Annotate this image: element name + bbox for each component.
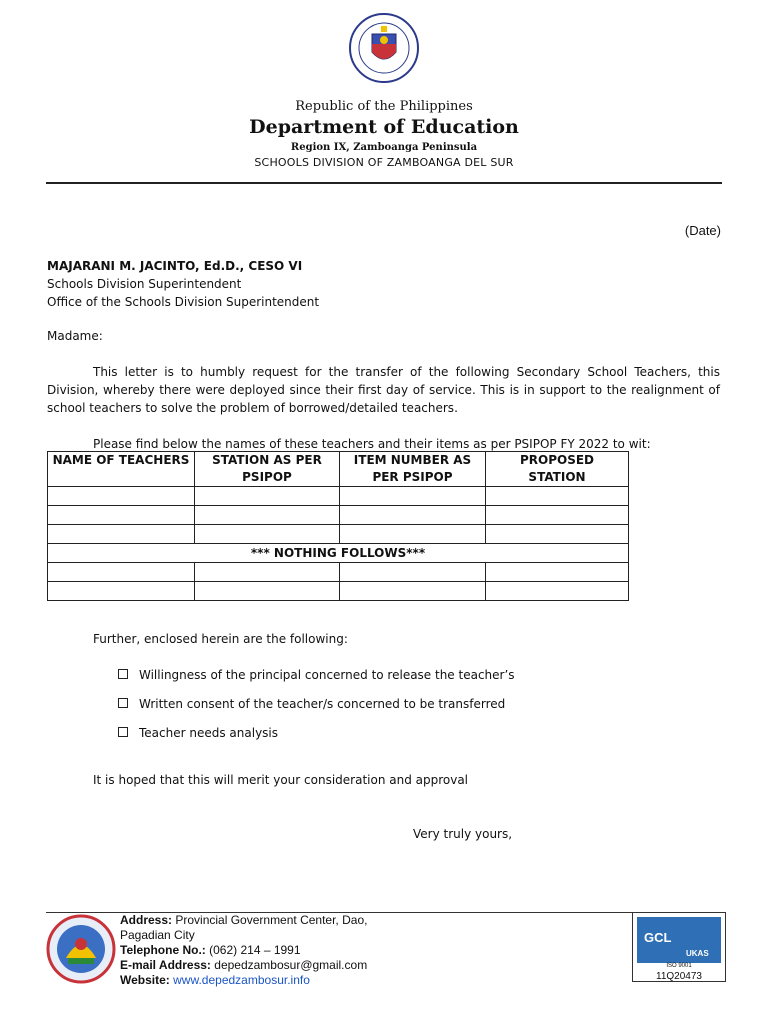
- closing-paragraph: It is hoped that this will merit your consideration and approval: [93, 773, 469, 787]
- teachers-table: [47, 451, 629, 601]
- enclosure-label: Willingness of the principal concerned to release the teacher’s: [139, 668, 515, 682]
- cert-code: 11Q20473: [656, 971, 702, 982]
- enclosure-item: [118, 668, 515, 682]
- table-row: [48, 487, 629, 506]
- paragraph-table-intro: Please find below the names of these teachers and their items as per PSIPOP FY 2022 to wit:: [93, 437, 651, 451]
- table-row: [48, 525, 629, 544]
- recipient-block: [47, 257, 720, 311]
- cert-gcl: GCL: [644, 930, 672, 945]
- republic-line: Republic of the Philippines: [295, 99, 473, 114]
- table-row: [48, 563, 629, 582]
- cert-ukas: UKAS: [686, 949, 709, 958]
- telephone-label: Telephone No.:: [120, 943, 206, 957]
- address-value-2: Pagadian City: [120, 928, 195, 942]
- checkbox-icon: [118, 669, 128, 679]
- recipient-title: Schools Division Superintendent: [47, 277, 242, 291]
- certification-badge: [632, 912, 726, 982]
- email-label: E-mail Address:: [120, 958, 211, 972]
- email-value: depedzambosur@gmail.com: [214, 958, 368, 972]
- paragraph-request: This letter is to humbly request for the transfer of the following Secondary School Teachers, this Division, whereby there were deployed since their first day of service. This is in support to the realignment of school teachers to solve the problem of borrowed/detailed teachers.: [47, 365, 720, 415]
- table-row: [48, 506, 629, 525]
- enclosures-intro: Further, enclosed herein are the following:: [93, 632, 348, 646]
- header-station-psipop: STATION AS PER PSIPOP: [195, 452, 340, 487]
- department-title: Department of Education: [249, 116, 519, 138]
- salutation: Madame:: [47, 329, 103, 343]
- nothing-follows-row: [48, 544, 629, 563]
- deped-seal-icon: [348, 12, 420, 84]
- header-proposed-station: PROPOSED STATION: [486, 452, 629, 487]
- table-row: [48, 582, 629, 601]
- valediction: Very truly yours,: [413, 827, 513, 841]
- enclosure-item: [118, 697, 505, 711]
- address-label: Address:: [120, 913, 173, 927]
- footer-contact: [120, 913, 367, 988]
- checkbox-icon: [118, 698, 128, 708]
- cert-iso: ISO 9001: [666, 963, 692, 969]
- certification-logo-icon: [637, 917, 721, 963]
- checkbox-icon: [118, 727, 128, 737]
- telephone-value: (062) 214 – 1991: [209, 943, 301, 957]
- enclosure-item: [118, 726, 278, 740]
- header-name-of-teachers: NAME OF TEACHERS: [48, 452, 195, 487]
- recipient-office: Office of the Schools Division Superintendent: [47, 295, 320, 309]
- division-line: SCHOOLS DIVISION OF ZAMBOANGA DEL SUR: [254, 156, 514, 169]
- enclosure-label: Written consent of the teacher/s concerned to be transferred: [139, 697, 506, 711]
- recipient-name: MAJARANI M. JACINTO, Ed.D., CESO VI: [47, 259, 303, 273]
- nothing-follows: *** NOTHING FOLLOWS***: [48, 544, 629, 563]
- address-value: Provincial Government Center, Dao,: [175, 913, 368, 927]
- date-placeholder: (Date): [684, 223, 721, 238]
- website-link[interactable]: www.depedzambosur.info: [173, 973, 310, 987]
- enclosure-label: Teacher needs analysis: [139, 726, 279, 740]
- website-label: Website:: [120, 973, 170, 987]
- table-header-row: [48, 452, 629, 487]
- header-divider: [46, 182, 722, 184]
- header-item-number: ITEM NUMBER AS PER PSIPOP: [340, 452, 486, 487]
- region-line: Region IX, Zamboanga Peninsula: [290, 142, 478, 153]
- division-logo-icon: [46, 914, 116, 984]
